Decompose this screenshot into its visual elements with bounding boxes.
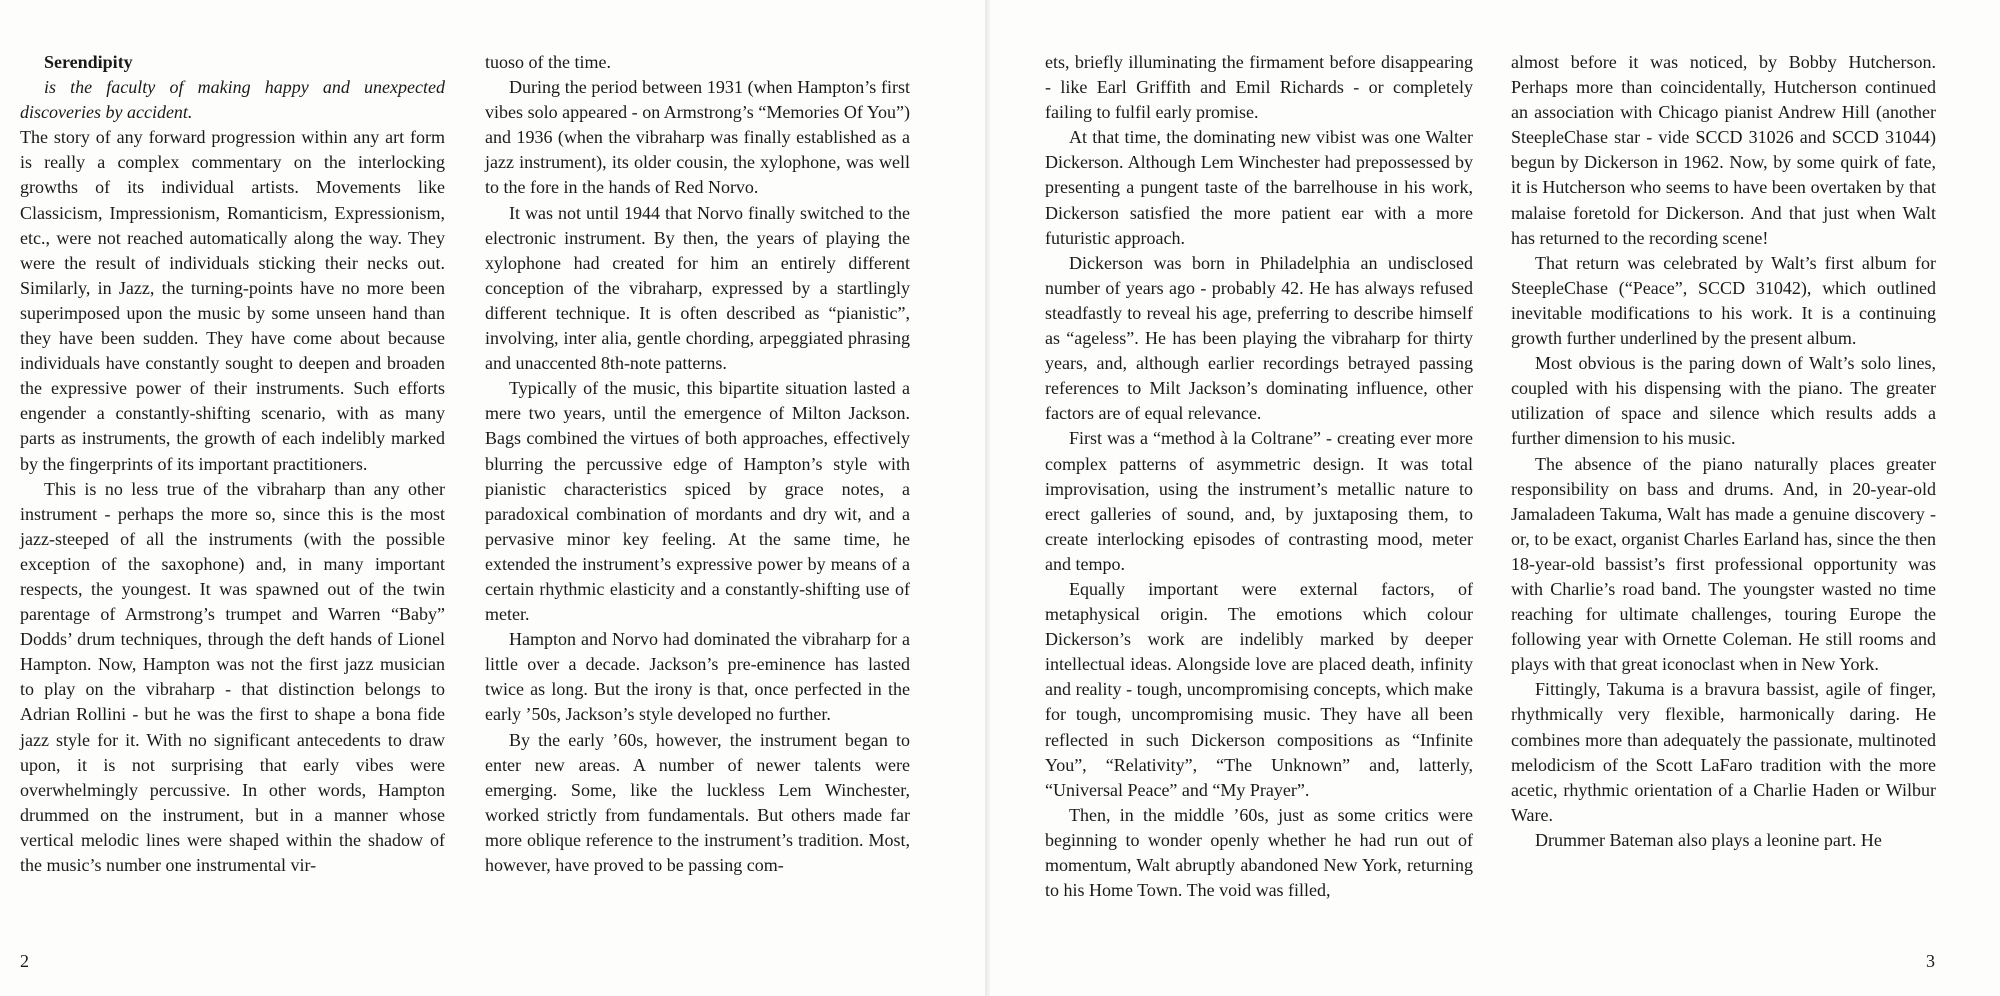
column-4 bbox=[1511, 50, 1936, 853]
article-subheading: is the faculty of making happy and unexpected discoveries by accident. bbox=[20, 77, 445, 123]
column-2 bbox=[485, 50, 910, 878]
paragraph: By the early ’60s, however, the instrument began to enter new areas. A number of newer talents were emerging. Some, like the luckless Lem Winchester, worked strictly from fundamentals. But others made far more oblique reference to the instrument’s tradition. Most, however, have proved to be passing com- bbox=[485, 729, 910, 875]
paragraph: That return was celebrated by Walt’s first album for SteepleChase (“Peace”, SCCD 31042), which outlined inevitable modifications to his work. It is a continuing growth further underlined by the present album. bbox=[1511, 252, 1936, 349]
paragraph: Drummer Bateman also plays a leonine part. He bbox=[1535, 829, 1882, 850]
page-number-left: 2 bbox=[20, 951, 29, 971]
left-page bbox=[0, 0, 985, 996]
paragraph: Dickerson was born in Philadelphia an undisclosed number of years ago - probably 42. He has always refused steadfastly to reveal his age, preferring to describe himself as “ageless”. He has been playing the vibraharp for thirty years, and, although earlier recordings betrayed passing references to Milt Jackson’s dominating influence, other factors are of equal relevance. bbox=[1045, 252, 1473, 424]
paragraph: Then, in the middle ’60s, just as some critics were beginning to wonder openly whether he had run out of momentum, Walt abruptly abandoned New York, returning to his Home Town. The void was filled, bbox=[1045, 804, 1473, 901]
paragraph: First was a “method à la Coltrane” - creating ever more complex patterns of asymmetric design. It was total improvisation, using the instrument’s metallic nature to erect galleries of sound, and, by juxtaposing them, to create interlocking episodes of contrasting mood, meter and tempo. bbox=[1045, 428, 1473, 574]
paragraph: At that time, the dominating new vibist was one Walter Dickerson. Although Lem Winchester had prepossessed by presenting a pungent taste of the barrelhouse in his work, Dickerson satisfied the more patient ear with a more futuristic approach. bbox=[1045, 127, 1473, 248]
paragraph: The absence of the piano naturally places greater responsibility on bass and drums. And, in 20-year-old Jamaladeen Takuma, Walt has made a genuine discovery - or, to be exact, organist Charles Earland has, since the then 18-year-old bassist’s first professional opportunity was with Charlie’s road band. The youngster wasted no time reaching for ultimate challenges, touring Europe the following year with Ornette Coleman. He still rooms and plays with that great iconoclast when in New York. bbox=[1511, 453, 1936, 675]
paragraph: almost before it was noticed, by Bobby Hutcherson. Perhaps more than coincidentally, Hutcherson continued an association with Chicago pianist Andrew Hill (another SteepleChase star - vide SCCD 31026 and SCCD 31044) begun by Dickerson in 1962. Now, by some quirk of fate, it is Hutcherson who seems to have been overtaken by that malaise foretold for Dickerson. And that just when Walt has returned to the recording scene! bbox=[1511, 52, 1936, 248]
paragraph: Hampton and Norvo had dominated the vibraharp for a little over a decade. Jackson’s pre-eminence has lasted twice as long. But the irony is that, once perfected in the early ’50s, Jackson’s style developed no further. bbox=[485, 629, 910, 725]
paragraph: Most obvious is the paring down of Walt’s solo lines, coupled with his dispensing with the piano. The greater utilization of space and silence which results adds a further dimension to his music. bbox=[1511, 353, 1936, 449]
paragraph: This is no less true of the vibraharp than any other instrument - perhaps the more so, since this is the most jazz-steeped of all the instruments (with the possible exception of the saxophone) and, in many important respects, the youngest. It was spawned out of the twin parentage of Armstrong’s trumpet and Warren “Baby” Dodds’ drum techniques, through the deft hands of Lionel Hampton. Now, Hampton was not the first jazz musician to play on the vibraharp - that distinction belongs to Adrian Rollini - but he was the first to shape a bona fide jazz style for it. With no significant antecedents to draw upon, it is not surprising that early vibes were overwhelmingly percussive. In other words, Hampton drummed on the instrument, but in a manner whose vertical melodic lines were shaped within the shadow of the music’s number one instrumental vir- bbox=[20, 478, 445, 875]
paragraph: Fittingly, Takuma is a bravura bassist, agile of finger, rhythmically very flexible, harmonically daring. He combines more than adequately the passionate, multinoted melodicism of the Scott LaFaro tradition with the more acetic, rhythmic orientation of a Charlie Haden or Wilbur Ware. bbox=[1511, 679, 1936, 825]
paragraph: tuoso of the time. bbox=[485, 52, 611, 72]
paragraph: Equally important were external factors, of metaphysical origin. The emotions which colour Dickerson’s work are indelibly marked by deeper intellectual ideas. Alongside love are placed death, infinity and reality - tough, uncompromising concepts, which make for tough, uncompromising music. They have all been reflected in such Dickerson compositions as “Infinite You”, “Relativity”, “The Unknown” and, latterly, “Universal Peace” and “My Prayer”. bbox=[1045, 578, 1473, 800]
paragraph: It was not until 1944 that Norvo finally switched to the electronic instrument. By then, the years of playing the xylophone had created for him an entirely different conception of the vibraharp, expressed by a startlingly different technique. It is often described as “pianistic”, involving, inter alia, gentle chording, arpeggiated phrasing and unaccented 8th-note patterns. bbox=[485, 202, 910, 374]
paragraph: Typically of the music, this bipartite situation lasted a mere two years, until the emergence of Milton Jackson. Bags combined the virtues of both approaches, effectively blurring the percussive edge of Hampton’s style with pianistic characteristics spiced by grace notes, a paradoxical combination of mordants and dry wit, and a pervasive minor key feeling. At the same time, he extended the instrument’s expressive power by means of a certain rhythmic elasticity and a constantly-shifting use of meter. bbox=[485, 378, 910, 625]
page-number-right: 3 bbox=[1926, 951, 1935, 971]
column-1 bbox=[20, 50, 445, 878]
paragraph: During the period between 1931 (when Hampton’s first vibes solo appeared - on Armstrong’s “Memories Of You”) and 1936 (when the vibraharp was finally established as a jazz instrument), its older cousin, the xylophone, was well to the fore in the hands of Red Norvo. bbox=[485, 77, 910, 198]
article-heading: Serendipity bbox=[44, 52, 133, 72]
column-3 bbox=[1045, 50, 1473, 903]
paragraph: The story of any forward progression within any art form is really a complex commentary on the interlocking growths of its individual artists. Movements like Classicism, Impressionism, Romanticism, Expressionism, etc., were not reached automatically along the way. They were the result of individuals sticking their necks out. Similarly, in Jazz, the turning-points have no more been superimposed upon the music by some unseen hand than they have been sudden. They have come about because individuals have constantly sought to deepen and broaden the expressive power of their instruments. Such efforts engender a constantly-shifting scenario, with as many parts as instruments, the growth of each indelibly marked by the fingerprints of its important practitioners. bbox=[20, 127, 445, 474]
paragraph: ets, briefly illuminating the firmament before disappearing - like Earl Griffith and Emil Richards - or completely failing to fulfil early promise. bbox=[1045, 52, 1473, 123]
